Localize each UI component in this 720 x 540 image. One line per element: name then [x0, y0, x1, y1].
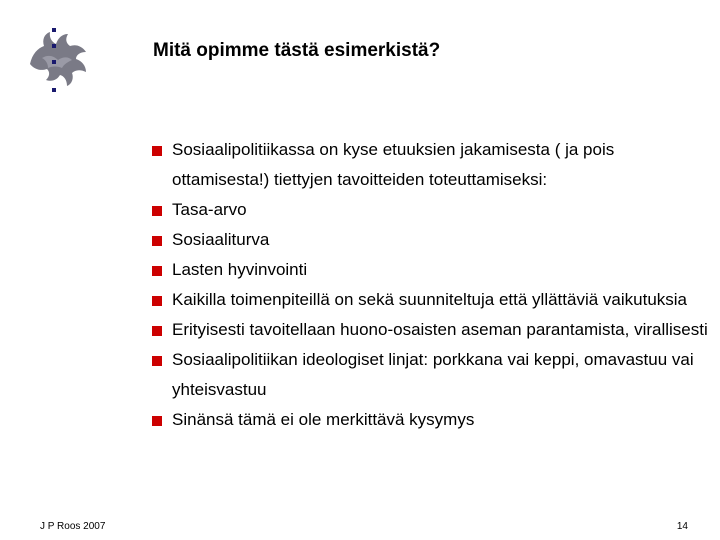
bullet-item — [148, 255, 708, 285]
bullet-item — [148, 345, 708, 405]
bullet-item — [148, 315, 708, 345]
bullet-item — [148, 195, 708, 225]
square-bullet-icon — [152, 416, 162, 426]
bullet-text: Kaikilla toimenpiteillä on sekä suunniteltuja että yllättäviä vaikutuksia — [172, 290, 688, 309]
bullet-item — [148, 225, 708, 255]
bullet-text: Tasa-arvo — [172, 200, 247, 219]
university-logo-icon — [22, 24, 92, 96]
square-bullet-icon — [152, 266, 162, 276]
square-bullet-icon — [152, 356, 162, 366]
bullet-text: Sinänsä tämä ei ole merkittävä kysymys — [172, 410, 475, 429]
slide-title: Mitä opimme tästä esimerkistä? — [153, 40, 441, 61]
page-number: 14 — [676, 521, 688, 532]
square-bullet-icon — [152, 326, 162, 336]
bullet-list — [148, 135, 708, 435]
square-bullet-icon — [152, 146, 162, 156]
bullet-text: Sosiaaliturva — [172, 230, 270, 249]
bullet-item — [148, 135, 708, 195]
square-bullet-icon — [152, 206, 162, 216]
bullet-text: Erityisesti tavoitellaan huono-osaisten aseman parantamista, virallisesti — [172, 320, 708, 339]
bullet-item — [148, 405, 708, 435]
square-bullet-icon — [152, 236, 162, 246]
square-bullet-icon — [152, 296, 162, 306]
footer-author: J P Roos 2007 — [40, 521, 106, 532]
bullet-text: Sosiaalipolitiikan ideologiset linjat: porkkana vai keppi, omavastuu vai yhteisvastuu — [172, 350, 694, 399]
bullet-item — [148, 285, 708, 315]
bullet-text: Sosiaalipolitiikassa on kyse etuuksien jakamisesta ( ja pois ottamisesta!) tiettyjen tavoitteiden toteuttamiseksi: — [172, 140, 615, 189]
bullet-text: Lasten hyvinvointi — [172, 260, 308, 279]
